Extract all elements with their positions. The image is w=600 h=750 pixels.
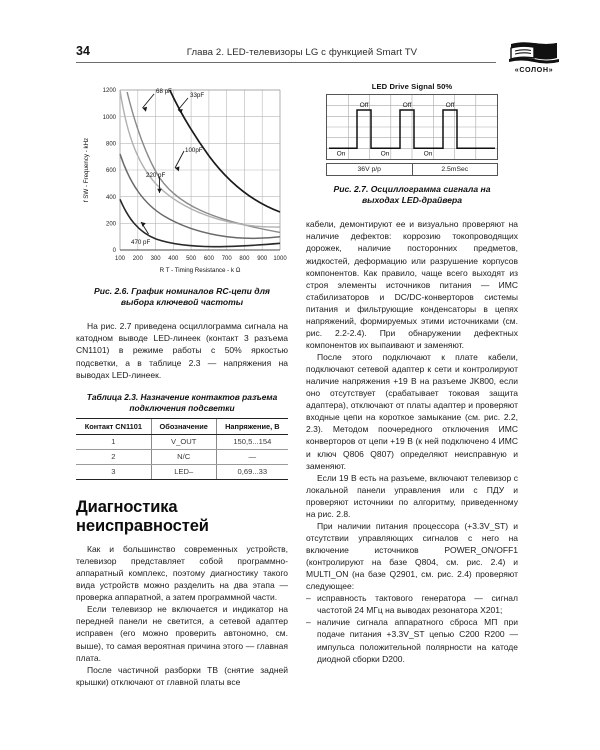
right-paragraph-3: Если 19 В есть на разъеме, включают телевизор с локальной панели управления или с ПДУ и проверяют источники по алгоритму, приведенному на рис. 2.8. [306,472,518,519]
chart-annotations [141,94,188,234]
cell-designation: N/C [151,449,216,464]
oscillogram-plot [326,94,498,160]
label-on-1: On [336,150,346,158]
series-68pf [127,92,280,232]
list-item [306,616,518,664]
svg-text:1000: 1000 [273,256,287,262]
cell-voltage: — [216,449,288,464]
list-item-text: исправность тактового генератора — сигнал частотой 24 МГц на выводах резонатора X201; [317,593,518,616]
svg-text:1200: 1200 [102,88,116,94]
svg-text:200: 200 [132,256,143,262]
publisher-name: «СОЛОН» [514,65,554,74]
svg-text:900: 900 [257,256,268,262]
table-header-pin: Контакт CN1101 [76,418,151,434]
label-off-2: Off [402,102,412,110]
figure-2-6-caption-line1: Рис. 2.6. График номиналов RC-цепи для [93,286,270,296]
table-header-voltage: Напряжение, В [216,418,288,434]
svg-text:600: 600 [105,168,116,175]
figure-2-7 [306,82,518,176]
figure-2-6-caption-line2: выбора ключевой частоты [120,297,244,308]
left-column [76,82,288,688]
chart-x-ticks [115,256,287,262]
cell-voltage: 0,69...33 [216,464,288,479]
table-2-3-caption-line1: Таблица 2.3. Назначение контактов разъема [86,391,278,402]
svg-text:500: 500 [186,256,197,262]
label-off-1: Off [359,102,369,110]
cell-pin: 3 [76,464,151,479]
section-heading [76,498,288,535]
chart-y-axis-label: f SW - Frequency - kHz [83,137,90,203]
table-2-3 [76,418,288,481]
rc-frequency-chart [76,82,288,280]
table-row [76,464,288,479]
svg-text:200: 200 [105,221,116,228]
svg-text:800: 800 [239,256,250,262]
oscillogram-timebase: 2.5mSec [412,164,498,175]
svg-text:400: 400 [168,256,179,262]
publisher-logo [503,40,565,74]
table-row [76,434,288,449]
right-paragraph-2: После этого подключают к плате кабели, подключают сетевой адаптер к сети и контролируют наличие напряжения +19 В на разъеме JK800, если оно отсутствует (срабатывает токовая защита адаптера), отключают от платы адаптер и проверяют входные цепи на короткое замыкание (см. рис. 2.2, 2.3). Методом поочередного отключения ИМС конверторов от цепи +19 В (к ней подключено 4 ИМС и ключ Q806 Q807) определяют неисправную и заменяют. [306,352,518,471]
right-column [306,82,518,665]
label-220pf: 220 pF [146,172,166,179]
label-on-3: On [423,150,433,158]
label-on-2: On [380,150,390,158]
oscillogram-grid [327,95,497,159]
svg-text:0: 0 [112,248,116,255]
label-off-3: Off [445,102,455,110]
oscillogram-title: LED Drive Signal 50% [371,82,453,91]
svg-text:300: 300 [150,256,161,262]
chart-y-ticks [103,88,117,254]
cell-voltage: 150,5...154 [216,434,288,449]
left-paragraph-2: Если телевизор не включается и индикатор на передней панели не светится, а сетевой адаптер исправен (его можно проверить автономно, см. выше), то самая вероятная причина этого — главная плата. [76,604,288,663]
dash-marker: – [306,593,311,604]
label-100pf: 100pF [185,147,203,154]
label-470pf: 470 pF [131,239,151,246]
list-item-text: наличие сигнала аппаратного сброса МП при подаче питания +3.3V_ST цепью C200 R200 — импульса положительной полярности на катоде диодной сборки D200. [317,617,518,664]
svg-text:800: 800 [105,141,116,148]
svg-text:100: 100 [114,256,126,262]
cell-pin: 2 [76,449,151,464]
led-drive-waveform [327,95,497,159]
table-2-3-caption [76,392,288,414]
table-header-designation: Обозначение [151,418,216,434]
section-heading-line2: неисправностей [76,516,209,535]
svg-text:700: 700 [221,256,232,262]
page-number: 34 [76,44,90,58]
left-paragraph-1: Как и большинство современных устройств, телевизор представляет собой программно-аппаратный комплекс, поэтому диагностику такого вида устройств можно разделить на два этапа — проверка аппаратной, а затем программной части. [76,544,288,603]
figure-2-7-caption-line2: выходах LED-драйвера [361,195,463,206]
solon-book-icon [507,40,561,64]
svg-text:400: 400 [105,194,116,201]
svg-text:600: 600 [203,256,214,262]
section-heading-line1: Диагностика [76,498,178,517]
right-paragraph-1: кабели, демонтируют ее и визуально проверяют на наличие дефектов: коррозию токопроводящих дорожек, наличие посторонних предметов, жидкостей, деформацию или разрушение корпусов компонентов. Как правило, чаще всего выходят из строя элементы источников питания — ИМС стабилизаторов и DC/DC-конверторов системы питания и фильтрующие конденсаторы в цепях напряжений, формируемых этими источниками (см. рис. 2.2-2.4). При обнаружении дефектных компонентов их выпаивают и заменяют. [306,219,518,350]
oscillogram-scale-bar [326,163,498,176]
table-2-3-caption-line2: подключения подсветки [129,402,235,413]
chapter-title: Глава 2. LED-телевизоры LG с функцией Smart TV [186,47,418,58]
header-divider [76,62,496,63]
table-header-row [76,418,288,434]
diagnostic-checklist [306,592,518,664]
cell-pin: 1 [76,434,151,449]
right-paragraph-4: При наличии питания процессора (+3.3V_ST) и отсутствии управляющих сигналов с него на включение источников POWER_ON/OFF1 (контролируют на базе Q804, см. рис. 2.4) и MULTI_ON (на базе Q2901, см. рис. 2.4) проверяют следующее: [306,520,518,592]
running-head [76,44,496,58]
label-68pf: 68 pF [156,88,172,95]
chart-x-axis-label: R T - Timing Resistance - k Ω [159,267,241,274]
list-item [306,592,518,616]
table-row [76,449,288,464]
svg-text:1000: 1000 [102,115,116,121]
series-100pf [120,90,280,227]
oscillogram-amplitude: 36V p/p [357,166,381,173]
figure-2-6 [76,82,288,280]
figure-2-6-caption [76,286,288,308]
oscillogram-state-labels [337,102,455,157]
left-paragraph-3: После частичной разборки ТВ (снятие задней крышки) отключают от главной платы все [76,664,288,687]
figure-2-7-caption-line1: Рис. 2.7. Осциллограмма сигнала на [333,184,491,194]
cell-designation: V_OUT [151,434,216,449]
dash-marker: – [306,617,311,628]
cell-designation: LED– [151,464,216,479]
label-33pf: 33pF [190,92,205,99]
figure-2-7-caption [306,184,518,206]
paragraph-fig27-reference: На рис. 2.7 приведена осциллограмма сигнала на катодном выводе LED-линеек (контакт 3 разъема CN1101) в режиме работы с 50% яркостью подсветки, а в таблице 2.3 — напряжения на выводах LED-линеек. [76,321,288,380]
